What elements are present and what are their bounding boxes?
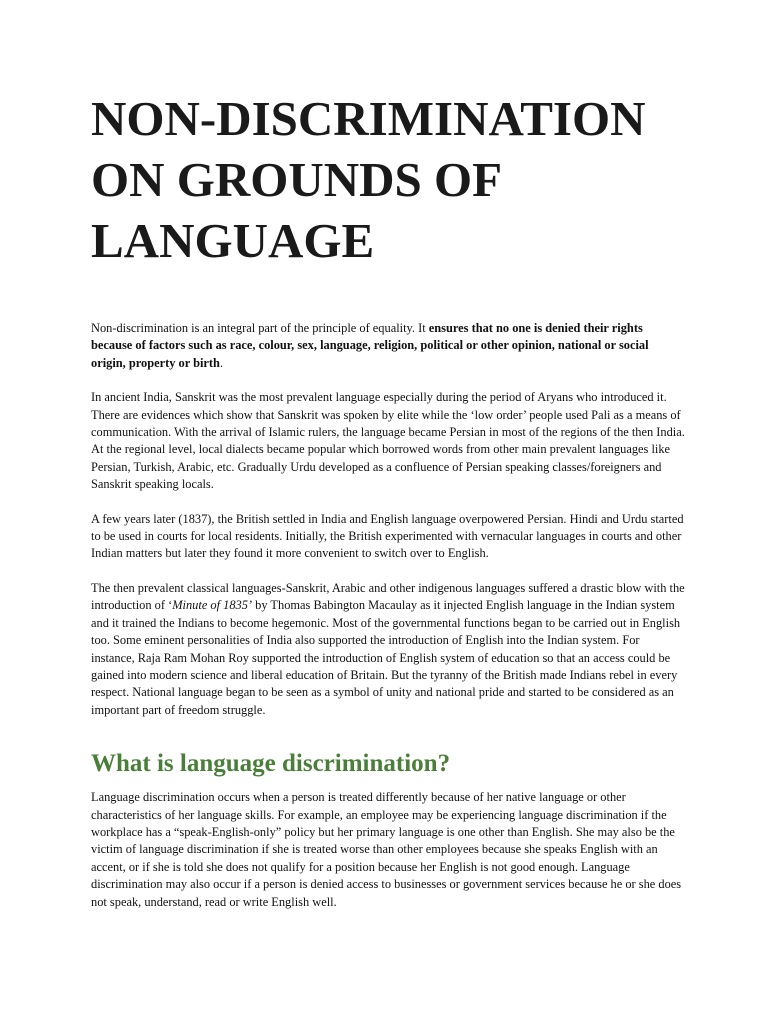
title-line-1: NON-DISCRIMINATION (91, 91, 646, 146)
paragraph-equality (91, 320, 685, 372)
section-heading: What is language discrimination? (91, 750, 451, 778)
page-title (91, 88, 685, 271)
title-line-3: LANGUAGE (91, 213, 375, 268)
paragraph-classical-languages (91, 580, 685, 719)
paragraph-equality-lead: Non-discrimination is an integral part of the principle of equality. It (91, 321, 429, 335)
paragraph-classical-rest: by Thomas Babington Macaulay as it injected English language in the Indian system and it trained the Indians to become hegemonic. Most of the governmental functions began to be carried out in English too. Some eminent personalities of India also supported the introduction of English into the Indian system. For instance, Raja Ram Mohan Roy supported the introduction of English system of education so that an access could be gained into modern science and liberal education of Britain. But the tyranny of the British made Indians rebel in every respect. National language began to be seen as a symbol of unity and national pride and started to be considered as an important part of freedom struggle. (91, 598, 681, 717)
paragraph-classical-lead: The then prevalent classical languages-Sanskrit, Arabic and other indigenous languages suffered a drastic blow with the introduction of ‘ (91, 580, 685, 613)
paragraph-equality-bold: ensures that no one is denied their rights because of factors such as race, colour, sex, language, religion, political or other opinion, national or social origin, property or birth (91, 321, 649, 370)
title-line-2: ON GROUNDS OF (91, 152, 503, 207)
paragraph-classical-italic: Minute of 1835’ (172, 598, 253, 613)
paragraph-equality-end: . (219, 355, 224, 370)
paragraph-british: A few years later (1837), the British settled in India and English language overpowered Persian. Hindi and Urdu started to be used in courts for local residents. Initially, the British experimented with vernacular languages in courts and other Indian matters but later they found it more convenient to switch over to English. (91, 511, 684, 561)
document-page (91, 88, 685, 911)
paragraph-language-discrimination: Language discrimination occurs when a person is treated differently because of her native language or other characteristics of her language skills. For example, an employee may be experiencing language discrimination if the workplace has a “speak-English-only” policy but her primary language is one other than English. She may also be the victim of language discrimination if she is treated worse than other employees because she speaks English with an accent, or if she is told she does not qualify for a position because her English is not good enough. Language discrimination may also occur if a person is denied access to businesses or government services because he or she does not speak, understand, read or write English well. (91, 790, 682, 909)
paragraph-ancient-india: In ancient India, Sanskrit was the most prevalent language especially during the period of Aryans who introduced it. There are evidences which show that Sanskrit was spoken by elite while the ‘low order’ people used Pali as a means of communication. With the arrival of Islamic rulers, the language became Persian in most of the regions of the then India. At the regional level, local dialects became popular which borrowed words from other main prevalent languages like Persian, Turkish, Arabic, etc. Gradually Urdu developed as a confluence of Persian speaking classes/foreigners and Sanskrit speaking locals. (91, 390, 685, 492)
